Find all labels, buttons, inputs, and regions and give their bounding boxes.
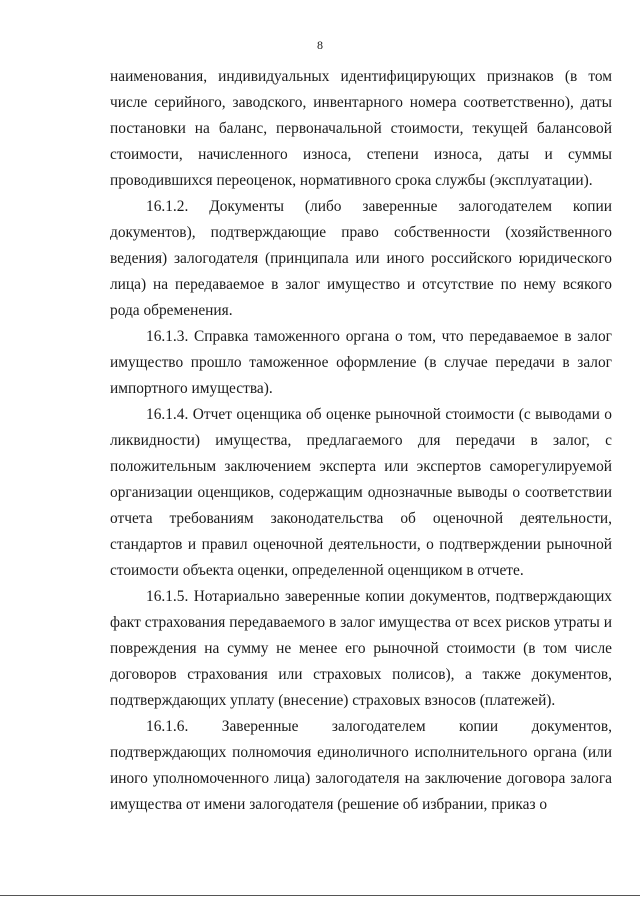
page-bottom-divider: [0, 895, 640, 896]
paragraph-16-1-2: 16.1.2. Документы (либо заверенные залогодателем копии документов), подтверждающие право собственности (хозяйственного ведения) залогодателя (принципала или иного российского юридического лица) на передаваемое в залог имущество и отсутствие по нему всякого рода обременения.: [110, 198, 612, 319]
document-body: [110, 64, 612, 818]
paragraph-continuation: наименования, индивидуальных идентифицирующих признаков (в том числе серийного, заводского, инвентарного номера соответственно), даты постановки на баланс, первоначальной стоимости, текущей балансовой стоимости, начисленного износа, степени износа, даты и суммы проводившихся переоценок, нормативного срока службы (эксплуатации).: [110, 68, 612, 189]
paragraph-16-1-5: 16.1.5. Нотариально заверенные копии документов, подтверждающих факт страхования передаваемого в залог имущества от всех рисков утраты и повреждения на сумму не менее его рыночной стоимости (в том числе договоров страхования или страховых полисов), а также документов, подтверждающих уплату (внесение) страховых взносов (платежей).: [110, 588, 612, 709]
paragraph-16-1-3: 16.1.3. Справка таможенного органа о том, что передаваемое в залог имущество прошло таможенное оформление (в случае передачи в залог импортного имущества).: [110, 328, 612, 397]
page-number: 8: [317, 38, 323, 52]
paragraph-16-1-4: 16.1.4. Отчет оценщика об оценке рыночной стоимости (с выводами о ликвидности) имущества, предлагаемого для передачи в залог, с положительным заключением эксперта или экспертов саморегулируемой организации оценщиков, содержащим однозначные выводы о соответствии отчета требованиям законодательства об оценочной деятельности, стандартов и правил оценочной деятельности, о подтверждении рыночной стоимости объекта оценки, определенной оценщиком в отчете.: [110, 406, 612, 579]
paragraph-16-1-6: 16.1.6. Заверенные залогодателем копии документов, подтверждающих полномочия единоличного исполнительного органа (или иного уполномоченного лица) залогодателя на заключение договора залога имущества от имени залогодателя (решение об избрании, приказ о: [110, 718, 612, 813]
